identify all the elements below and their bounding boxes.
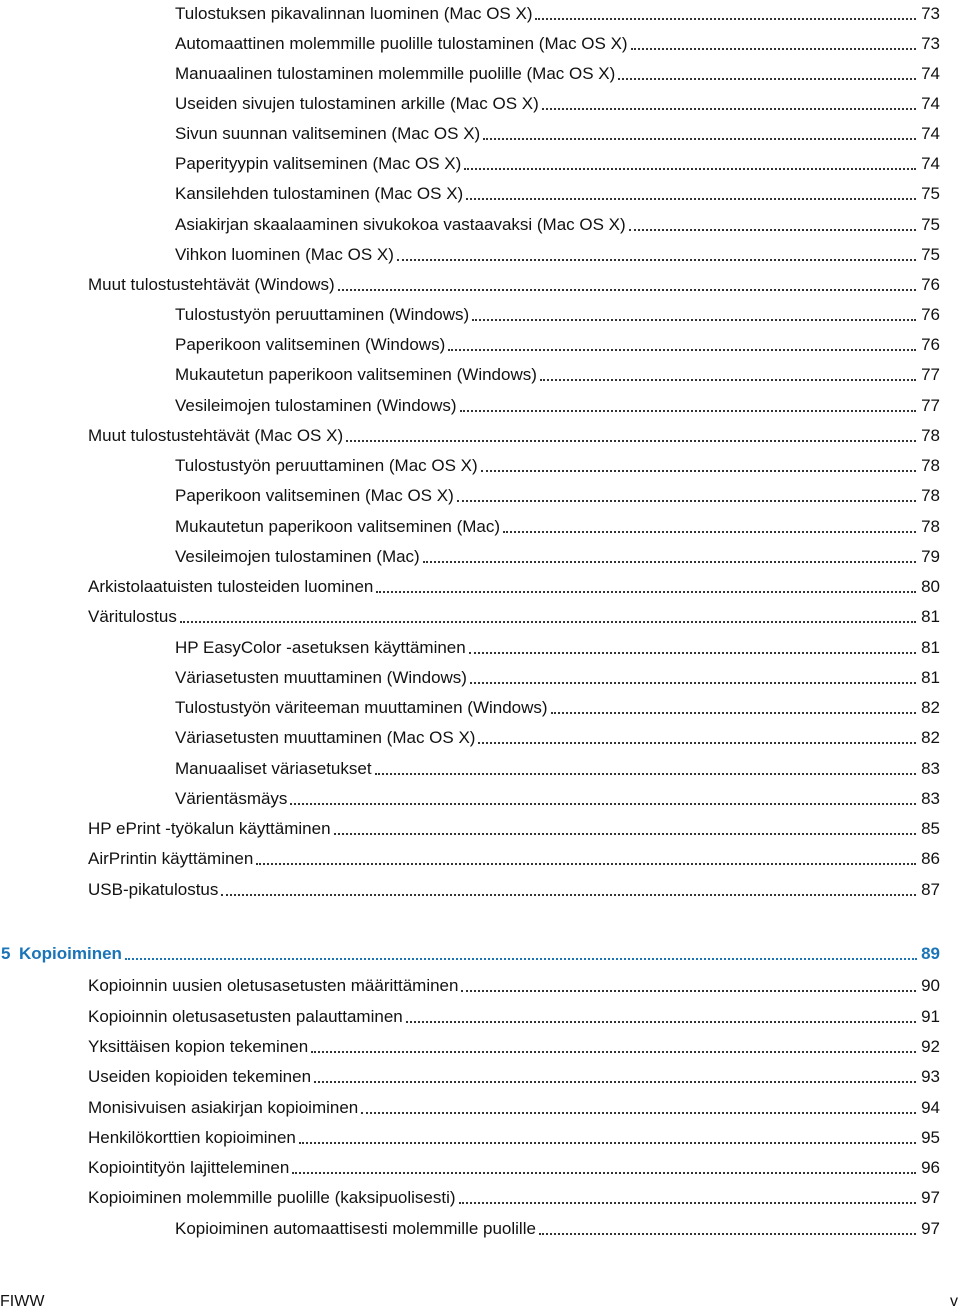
toc-entry-title: Kopioiminen molemmille puolille (kaksipuolisesti) bbox=[88, 1188, 456, 1207]
footer-doc-code: FIWW bbox=[0, 1293, 45, 1310]
dot-leader bbox=[299, 1142, 916, 1144]
toc-entry[interactable] bbox=[175, 755, 940, 779]
toc-entry[interactable] bbox=[175, 301, 940, 325]
toc-entry-title: Mukautetun paperikoon valitseminen (Windows) bbox=[175, 365, 537, 384]
toc-entry-page: 97 bbox=[921, 1188, 940, 1207]
toc-entry[interactable] bbox=[175, 211, 940, 235]
toc-entry[interactable] bbox=[88, 1184, 940, 1208]
toc-entry[interactable] bbox=[88, 1124, 940, 1148]
toc-entry-page: 80 bbox=[921, 577, 940, 596]
toc-entry-title: Kopioinnin uusien oletusasetusten määrittäminen bbox=[88, 976, 459, 995]
toc-entry[interactable] bbox=[175, 120, 940, 144]
toc-entry-page: 90 bbox=[921, 976, 940, 995]
toc-entry[interactable] bbox=[88, 845, 940, 869]
dot-leader bbox=[478, 742, 916, 744]
dot-leader bbox=[540, 379, 916, 381]
toc-entry-title: USB-pikatulostus bbox=[88, 880, 219, 899]
dot-leader bbox=[631, 48, 916, 50]
dot-leader bbox=[338, 289, 916, 291]
toc-entry-title: Arkistolaatuisten tulosteiden luominen bbox=[88, 577, 374, 596]
toc-entry-page: 83 bbox=[921, 789, 940, 808]
toc-entry-title: Asiakirjan skaalaaminen sivukokoa vastaavaksi (Mac OS X) bbox=[175, 215, 626, 234]
toc-entry-title: Muut tulostustehtävät (Mac OS X) bbox=[88, 426, 344, 445]
toc-entry-page: 86 bbox=[921, 849, 940, 868]
toc-entry[interactable] bbox=[175, 634, 940, 658]
toc-entry-page: 85 bbox=[921, 819, 940, 838]
toc-entry-page: 94 bbox=[921, 1098, 940, 1117]
toc-entry-title: Vesileimojen tulostaminen (Windows) bbox=[175, 396, 457, 415]
dot-leader bbox=[397, 259, 916, 261]
toc-entry-page: 95 bbox=[921, 1128, 940, 1147]
toc-entry-page: 97 bbox=[921, 1219, 940, 1238]
toc-entry-page: 73 bbox=[921, 4, 940, 23]
dot-leader bbox=[423, 561, 916, 563]
toc-entry[interactable] bbox=[175, 30, 940, 54]
dot-leader bbox=[346, 440, 916, 442]
toc-entry-title: Useiden sivujen tulostaminen arkille (Mac OS X) bbox=[175, 94, 539, 113]
dot-leader bbox=[539, 1233, 916, 1235]
toc-entry-page: 77 bbox=[921, 365, 940, 384]
toc-entry[interactable] bbox=[175, 543, 940, 567]
toc-entry[interactable] bbox=[88, 815, 940, 839]
toc-entry[interactable] bbox=[175, 694, 940, 718]
dot-leader bbox=[503, 531, 916, 533]
toc-entry-page: 87 bbox=[921, 880, 940, 899]
dot-leader bbox=[376, 591, 916, 593]
toc-entry[interactable] bbox=[88, 1063, 940, 1087]
toc-entry-page: 79 bbox=[921, 547, 940, 566]
toc-entry[interactable] bbox=[175, 180, 940, 204]
toc-entry-page: 78 bbox=[921, 486, 940, 505]
toc-entry-page: 82 bbox=[921, 728, 940, 747]
toc-entry-page: 92 bbox=[921, 1037, 940, 1056]
toc-entry-title: Paperikoon valitseminen (Windows) bbox=[175, 335, 446, 354]
toc-entry-page: 75 bbox=[921, 245, 940, 264]
toc-entry-title: Sivun suunnan valitseminen (Mac OS X) bbox=[175, 124, 481, 143]
dot-leader bbox=[180, 621, 916, 623]
dot-leader bbox=[542, 108, 916, 110]
toc-entry[interactable] bbox=[175, 724, 940, 748]
chapter-number: 5 bbox=[1, 944, 11, 963]
toc-entry-page: 81 bbox=[921, 607, 940, 626]
toc-entry-page: 77 bbox=[921, 396, 940, 415]
toc-entry[interactable] bbox=[175, 90, 940, 114]
toc-entry[interactable] bbox=[175, 361, 940, 385]
dot-leader bbox=[535, 18, 916, 20]
toc-entry-page: 74 bbox=[921, 124, 940, 143]
toc-entry[interactable] bbox=[88, 603, 940, 627]
toc-entry-page: 91 bbox=[921, 1007, 940, 1026]
toc-entry-title: AirPrintin käyttäminen bbox=[88, 849, 254, 868]
toc-entry-title: Vihkon luominen (Mac OS X) bbox=[175, 245, 394, 264]
toc-entry[interactable] bbox=[88, 876, 940, 900]
toc-entry-title: Useiden kopioiden tekeminen bbox=[88, 1067, 312, 1086]
toc-entry-title: Yksittäisen kopion tekeminen bbox=[88, 1037, 309, 1056]
toc-entry-title: Paperityypin valitseminen (Mac OS X) bbox=[175, 154, 462, 173]
toc-entry-title: Kansilehden tulostaminen (Mac OS X) bbox=[175, 184, 464, 203]
toc-entry-title: Kopioiminen automaattisesti molemmille puolille bbox=[175, 1219, 536, 1238]
toc-chapter-heading[interactable] bbox=[0, 940, 940, 964]
toc-entry[interactable] bbox=[88, 1094, 940, 1118]
toc-entry-title: Tulostuksen pikavalinnan luominen (Mac OS X) bbox=[175, 4, 533, 23]
dot-leader bbox=[406, 1021, 916, 1023]
toc-entry-title: Manuaalinen tulostaminen molemmille puolille (Mac OS X) bbox=[175, 64, 616, 83]
toc-entry[interactable] bbox=[88, 271, 940, 295]
toc-entry[interactable] bbox=[175, 452, 940, 476]
toc-entry-title: HP ePrint -työkalun käyttäminen bbox=[88, 819, 331, 838]
toc-entry[interactable] bbox=[88, 972, 940, 996]
dot-leader bbox=[466, 198, 916, 200]
dot-leader bbox=[311, 1051, 916, 1053]
dot-leader bbox=[460, 410, 916, 412]
dot-leader bbox=[464, 168, 916, 170]
toc-entry-title: Värientäsmäys bbox=[175, 789, 288, 808]
dot-leader bbox=[483, 138, 916, 140]
toc-entry-page: 96 bbox=[921, 1158, 940, 1177]
toc-entry-title: Monisivuisen asiakirjan kopioiminen bbox=[88, 1098, 359, 1117]
dot-leader bbox=[256, 863, 916, 865]
toc-entry[interactable] bbox=[88, 1003, 940, 1027]
dot-leader bbox=[448, 349, 916, 351]
dot-leader bbox=[618, 78, 916, 80]
chapter-page: 89 bbox=[921, 944, 940, 963]
toc-entry-page: 78 bbox=[921, 456, 940, 475]
dot-leader bbox=[551, 712, 916, 714]
toc-entry[interactable] bbox=[175, 785, 940, 809]
toc-entry-page: 78 bbox=[921, 426, 940, 445]
toc-entry-title: Henkilökorttien kopioiminen bbox=[88, 1128, 296, 1147]
toc-entry-title: Kopiointityön lajitteleminen bbox=[88, 1158, 290, 1177]
toc-entry[interactable] bbox=[175, 482, 940, 506]
dot-leader bbox=[472, 319, 916, 321]
toc-entry-page: 93 bbox=[921, 1067, 940, 1086]
dot-leader bbox=[481, 470, 916, 472]
toc-entry-page: 81 bbox=[921, 638, 940, 657]
toc-entry[interactable] bbox=[88, 1033, 940, 1057]
dot-leader bbox=[290, 803, 916, 805]
dot-leader bbox=[457, 500, 916, 502]
toc-entry-title: Paperikoon valitseminen (Mac OS X) bbox=[175, 486, 454, 505]
toc-entry[interactable] bbox=[175, 392, 940, 416]
toc-entry-title: Vesileimojen tulostaminen (Mac) bbox=[175, 547, 420, 566]
toc-entry-title: Väriasetusten muuttaminen (Windows) bbox=[175, 668, 467, 687]
toc-entry[interactable] bbox=[88, 573, 940, 597]
toc-entry-page: 74 bbox=[921, 64, 940, 83]
toc-entry-page: 76 bbox=[921, 275, 940, 294]
toc-entry-title: Tulostustyön peruuttaminen (Windows) bbox=[175, 305, 470, 324]
toc-entry-title: Tulostustyön peruuttaminen (Mac OS X) bbox=[175, 456, 478, 475]
dot-leader bbox=[292, 1172, 916, 1174]
toc-entry[interactable] bbox=[88, 422, 940, 446]
toc-entry-page: 76 bbox=[921, 335, 940, 354]
toc-entry-page: 82 bbox=[921, 698, 940, 717]
toc-entry-title: Automaattinen molemmille puolille tulostaminen (Mac OS X) bbox=[175, 34, 628, 53]
toc-entry[interactable] bbox=[175, 60, 940, 84]
chapter-title: Kopioiminen bbox=[19, 944, 122, 963]
toc-entry-page: 75 bbox=[921, 184, 940, 203]
toc-entry-title: Väritulostus bbox=[88, 607, 177, 626]
dot-leader bbox=[461, 990, 916, 992]
toc-entry-page: 74 bbox=[921, 154, 940, 173]
toc-entry-title: Tulostustyön väriteeman muuttaminen (Windows) bbox=[175, 698, 548, 717]
toc-entry[interactable] bbox=[175, 1215, 940, 1239]
toc-entry-title: Muut tulostustehtävät (Windows) bbox=[88, 275, 335, 294]
dot-leader bbox=[221, 894, 916, 896]
toc-entry-page: 83 bbox=[921, 759, 940, 778]
dot-leader bbox=[470, 682, 916, 684]
toc-entry-title: Kopioinnin oletusasetusten palauttaminen bbox=[88, 1007, 403, 1026]
toc-entry-title: HP EasyColor -asetuksen käyttäminen bbox=[175, 638, 466, 657]
toc-entry-page: 74 bbox=[921, 94, 940, 113]
dot-leader bbox=[459, 1202, 916, 1204]
toc-entry[interactable] bbox=[175, 241, 940, 265]
dot-leader bbox=[375, 773, 916, 775]
dot-leader bbox=[334, 833, 916, 835]
toc-entry-page: 78 bbox=[921, 517, 940, 536]
toc-entry-page: 75 bbox=[921, 215, 940, 234]
toc-entry[interactable] bbox=[175, 664, 940, 688]
dot-leader bbox=[629, 229, 916, 231]
toc-entry[interactable] bbox=[175, 331, 940, 355]
footer-page-number: v bbox=[950, 1293, 958, 1310]
toc-entry-page: 73 bbox=[921, 34, 940, 53]
toc-entry[interactable] bbox=[175, 0, 940, 24]
toc-entry-title: Manuaaliset väriasetukset bbox=[175, 759, 372, 778]
toc-entry[interactable] bbox=[175, 150, 940, 174]
toc-entry-page: 76 bbox=[921, 305, 940, 324]
toc-entry-title: Väriasetusten muuttaminen (Mac OS X) bbox=[175, 728, 476, 747]
dot-leader bbox=[361, 1112, 916, 1114]
toc-entry[interactable] bbox=[175, 513, 940, 537]
dot-leader bbox=[469, 652, 916, 654]
dot-leader bbox=[125, 958, 917, 960]
toc-entry-title: Mukautetun paperikoon valitseminen (Mac) bbox=[175, 517, 501, 536]
toc-entry-page: 81 bbox=[921, 668, 940, 687]
toc-entry[interactable] bbox=[88, 1154, 940, 1178]
dot-leader bbox=[314, 1081, 916, 1083]
